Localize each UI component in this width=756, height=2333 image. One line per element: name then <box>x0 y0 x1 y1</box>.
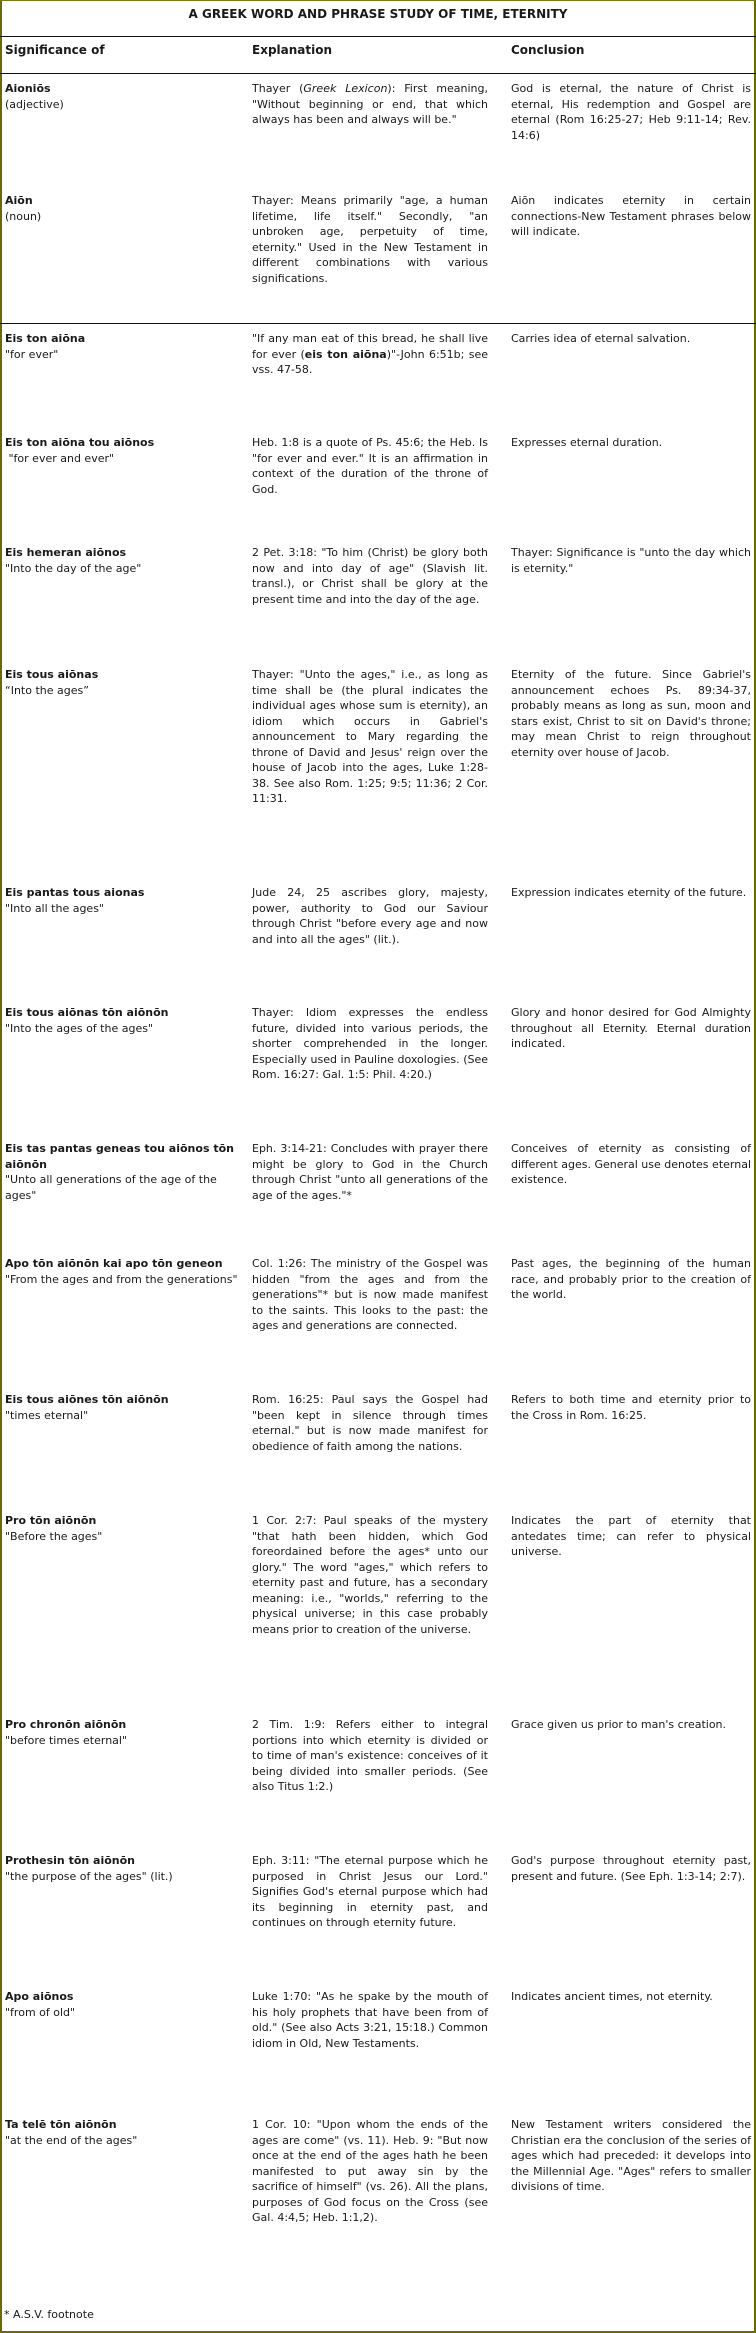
term-gloss: "from of old" <box>5 2005 76 2019</box>
term: Eis tous aiōnes tōn aiōnōn <box>5 1393 169 1406</box>
conclusion: Grace given us prior to man's creation. <box>511 1718 727 1731</box>
term-gloss: "From the ages and from the generations" <box>5 1272 238 1286</box>
explanation: Eph. 3:11: "The eternal purpose which he purposed in Christ Jesus our Lord." Signifies God's eternal purpose which had its beginning in eternity past, and continues on through eternity future. <box>252 1854 488 1929</box>
term: Eis tous aiōnas <box>5 668 99 681</box>
term-gloss: "Before the ages" <box>5 1529 103 1543</box>
conclusion: Eternity of the future. Since Gabriel's announcement echoes Ps. 89:34-37, probably means as long as sun, moon and stars exist, Christ to sit on David's throne; may mean Christ to reign throughout eternity over house of Jacob. <box>511 668 751 759</box>
divider <box>0 73 756 74</box>
term-gloss: "Into all the ages" <box>5 901 104 915</box>
term: Eis tous aiōnas tōn aiōnōn <box>5 1006 169 1019</box>
explanation: Thayer: Means primarily "age, a human lifetime, life itself." Secondly, "an unbroken age, perpetuity of time, eternity." Used in the New Testament in different combinations with various significations. <box>252 194 488 285</box>
conclusion: Expression indicates eternity of the future. <box>511 886 747 899</box>
column-header-conclusion: Conclusion <box>511 43 585 57</box>
term: Eis pantas tous aionas <box>5 886 145 899</box>
conclusion: Refers to both time and eternity prior to the Cross in Rom. 16:25. <box>511 1393 751 1422</box>
term-gloss: "Into the day of the age" <box>5 561 142 575</box>
term: Eis ton aiōna tou aiōnos <box>5 436 155 449</box>
term: Eis ton aiōna <box>5 332 86 345</box>
conclusion: Glory and honor desired for God Almighty throughout all Eternity. Eternal duration indicated. <box>511 1006 751 1050</box>
explanation: 2 Tim. 1:9: Refers either to integral portions into which eternity is divided or to time of man's existence: conceives of it being divided into smaller periods. (See also Titus 1:2.) <box>252 1718 488 1793</box>
term-gloss: "for ever" <box>5 347 59 361</box>
column-header-explanation: Explanation <box>252 43 333 57</box>
term-gloss: “Into the ages” <box>5 683 89 697</box>
term: Apo aiōnos <box>5 1990 74 2003</box>
term-gloss: (adjective) <box>5 97 64 111</box>
explanation: Col. 1:26: The ministry of the Gospel was hidden "from the ages and from the generations"* but is now made manifest to the saints. This looks to the past: the ages and generations are connected. <box>252 1257 488 1332</box>
explanation: Thayer: Idiom expresses the endless future, divided into various periods, the shorter comprehended in the longer. Especially used in Pauline doxologies. (See Rom. 16:27: Gal. 1:5: Phil. 4:20.) <box>252 1006 488 1081</box>
conclusion: God's purpose throughout eternity past, present and future. (See Eph. 1:3-14; 2:7). <box>511 1854 751 1883</box>
explanation: Eph. 3:14-21: Concludes with prayer there might be glory to God in the Church through Christ "unto all generations of the age of the ages."* <box>252 1142 488 1202</box>
explanation: Thayer (Greek Lexicon): First meaning, "Without beginning or end, that which always has been and always will be." <box>252 82 488 126</box>
term: Ta telē tōn aiōnōn <box>5 2118 117 2131</box>
term-gloss: "the purpose of the ages" (lit.) <box>5 1869 173 1883</box>
conclusion: Expresses eternal duration. <box>511 436 663 449</box>
table-header <box>0 37 756 74</box>
explanation: Thayer: "Unto the ages," i.e., as long as time shall be (the plural indicates the individual ages whose sum is eternity), an idiom which occurs in Gabriel's announcement to Mary regarding the throne of David and Jesus' reign over the house of Jacob into the ages, Luke 1:28-38. See also Rom. 1:25; 9:5; 11:36; 2 Cor. 11:31. <box>252 668 488 805</box>
explanation: Luke 1:70: "As he spake by the mouth of his holy prophets that have been from of old." (See also Acts 3:21, 15:18.) Common idiom in Old, New Testaments. <box>252 1990 488 2050</box>
conclusion: Indicates ancient times, not eternity. <box>511 1990 713 2003</box>
conclusion: Past ages, the beginning of the human race, and probably prior to the creation of the world. <box>511 1257 751 1301</box>
explanation: Jude 24, 25 ascribes glory, majesty, power, authority to God our Saviour through Christ "before every age and now and into all the ages" (lit.). <box>252 886 488 946</box>
term-gloss: "times eternal" <box>5 1408 89 1422</box>
term-gloss: "at the end of the ages" <box>5 2133 138 2147</box>
divider <box>0 323 756 324</box>
explanation: 2 Pet. 3:18: "To him (Christ) be glory both now and into day of age" (Slavish lit. transl.), or Christ shall be glory at the present time and into the day of the age. <box>252 546 488 606</box>
conclusion: New Testament writers considered the Christian era the conclusion of the series of ages which had preceded: it develops into the Millennial Age. "Ages" refers to smaller divisions of time. <box>511 2118 751 2193</box>
term: Apo tōn aiōnōn kai apo tōn geneon <box>5 1257 223 1270</box>
term: Prothesin tōn aiōnōn <box>5 1854 136 1867</box>
term-gloss: "Unto all generations of the age of the ages" <box>5 1173 217 1202</box>
term: Aiōn <box>5 194 33 207</box>
page-title: A GREEK WORD AND PHRASE STUDY OF TIME, ETERNITY <box>188 7 568 21</box>
explanation: Rom. 16:25: Paul says the Gospel had "been kept in silence through times eternal." but is now made manifest for obedience of faith among the nations. <box>252 1393 488 1453</box>
term: Eis tas pantas geneas tou aiōnos tōn aiōnōn <box>5 1142 234 1171</box>
explanation: 1 Cor. 2:7: Paul speaks of the mystery "that hath been hidden, which God foreordained before the ages* unto our glory." The word "ages," which refers to eternity past and future, has a secondary meaning: i.e., "worlds," referring to the physical universe; in this case probably means prior to creation of the universe. <box>252 1514 488 1636</box>
footnote: * A.S.V. footnote <box>4 2308 94 2321</box>
term-gloss: "before times eternal" <box>5 1733 128 1747</box>
term: Pro chronōn aiōnōn <box>5 1718 127 1731</box>
conclusion: Conceives of eternity as consisting of different ages. General use denotes eternal existence. <box>511 1142 751 1186</box>
term-gloss: "Into the ages of the ages" <box>5 1021 154 1035</box>
term: Pro tōn aiōnōn <box>5 1514 97 1527</box>
conclusion: Thayer: Significance is "unto the day which is eternity." <box>511 546 751 575</box>
conclusion: God is eternal, the nature of Christ is eternal, His redemption and Gospel are eternal (Rom 16:25-27; Heb 9:11-14; Rev. 14:6) <box>511 82 751 142</box>
column-header-significance: Significance of <box>5 43 105 57</box>
term-gloss: (noun) <box>5 209 42 223</box>
conclusion: Carries idea of eternal salvation. <box>511 332 691 345</box>
term-gloss: "for ever and ever" <box>5 451 115 465</box>
explanation: Heb. 1:8 is a quote of Ps. 45:6; the Heb. Is "for ever and ever." It is an affirmation in context of the duration of the throne of God. <box>252 436 488 496</box>
conclusion: Indicates the part of eternity that antedates time; can refer to physical universe. <box>511 1514 751 1558</box>
conclusion: Aiōn indicates eternity in certain connections-New Testament phrases below will indicate. <box>511 194 751 238</box>
explanation: "If any man eat of this bread, he shall live for ever (eis ton aiōna)"-John 6:51b; see vss. 47-58. <box>252 332 489 376</box>
term: Eis hemeran aiōnos <box>5 546 127 559</box>
explanation: 1 Cor. 10: "Upon whom the ends of the ages are come" (vs. 11). Heb. 9: "But now once at the end of the ages hath he been manifested to put away sin by the sacrifice of himself" (vs. 26). All the plans, purposes of God focus on the Cross (see Gal. 4:4,5; Heb. 1:1,2). <box>252 2118 488 2224</box>
term: Aioniōs <box>5 82 51 95</box>
